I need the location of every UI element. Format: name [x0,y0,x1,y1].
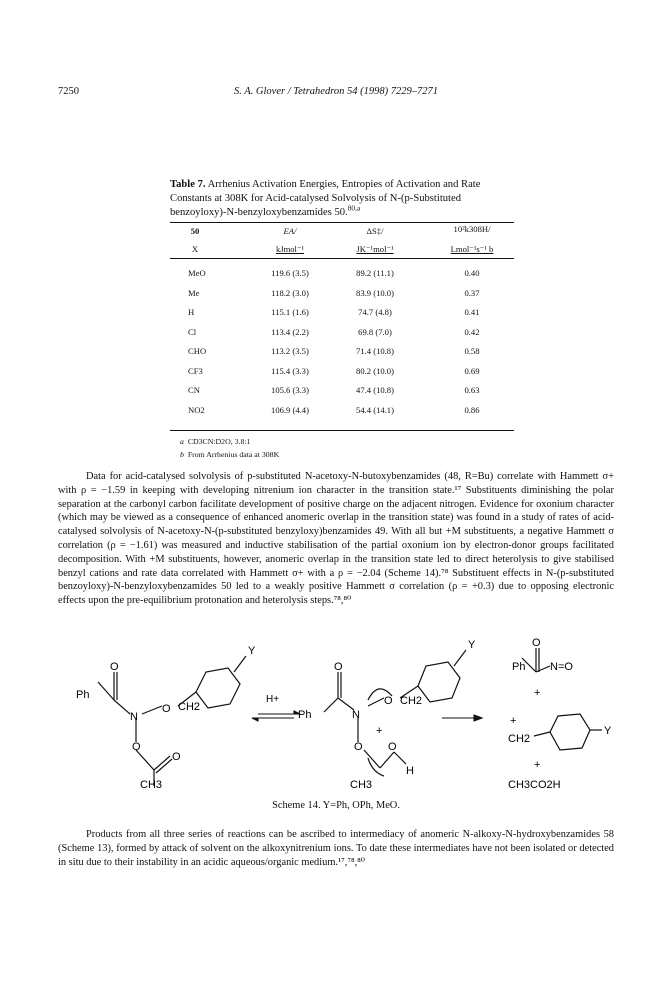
table-cell: 113.2 (3.5) [271,346,309,356]
table-rule-bottom [170,430,514,431]
table-cell: 118.2 (3.0) [271,287,309,298]
ph-label: Ph [298,709,312,721]
table-header-cell: X [191,244,199,254]
paragraph-2-text: Products from all three series of reactions can be ascribed to intermediacy of anomeric N-alkoxy-N-hydroxybenzamides 58 (Scheme 13), formed by attack of solvent on the alkoxynitrenium ions. To date these intermediates have not been isolated or detected in situ due to their instability in an acidic aqueous/organic medium.¹⁷,⁷⁸,⁸⁰ [58,829,614,868]
plus-sign: + [534,759,541,771]
table-cell: MeO [188,268,206,278]
table-header-cell: EA/ [283,226,297,236]
ch3-label: CH3 [350,779,373,790]
table-header-cell: Lmol⁻¹s⁻¹ b [450,244,494,254]
scheme-caption: Scheme 14. Y=Ph, OPh, MeO. [272,800,400,811]
reaction-arrow [442,715,482,721]
acetic-acid-label: CH3CO2H [508,779,561,790]
table-cell: 0.40 [464,268,480,278]
n-label: N [130,711,138,723]
scheme-diagram [58,610,618,790]
plus-sign: + [534,687,541,699]
h-label: H [406,765,414,777]
table-caption [170,178,514,219]
table-cell: 105.6 (3.3) [271,385,309,395]
table-label: Table 7. [170,179,206,190]
o-label: O [334,661,343,673]
table-rule-header [170,258,514,259]
plus-sign: + [510,715,517,727]
equilibrium-arrow [252,711,300,721]
table-cell: 0.69 [464,365,480,376]
paragraph-1-text: Data for acid-catalysed solvolysis of p-substituted N-acetoxy-N-butoxybenzamides (48, R=Bu) correlate with Hammett σ+ with ρ = −1.59 in keeping with developing nitrenium ion character in the transition state.¹⁷ Substituents diminishing the polar separation at the carbonyl carbon facilitate development of positive charge on the adjacent nitrogen. Evidence for oxonium character (which may be viewed as a consequence of enhanced anomeric overlap in the transition state) was found in a study of rates of acid-catalysed solvolysis of N-acetoxy-N-(p-substituted benzyloxy)benzamides 49. With all but +M substituents, a negative Hammett σ correlation (ρ = −1.61) was measured and inductive stabilisation of the partial oxonium ion by electron-donor groups facilitated decomposition. With +M substituents, however, anomeric overlap in the transition state led to direct heterolysis to give stabilised benzyl cations and rate data correlated with Hammett σ+ with a ρ = −2.04 (Scheme 14).⁷⁸ Substituent effects in N-(p-substituted benzoyloxy)-N-benzyloxybenzamides 50 led to a weakly positive Hammett σ correlation (ρ = +0.3) due to opposing electronic effects upon the pre-equilibrium protonation and heterolysis steps.⁷⁸,⁸⁰ [58,471,614,607]
table-cell: 115.1 (1.6) [271,307,309,317]
table-cell: CHO [188,346,207,356]
table-caption-text: Arrhenius Activation Energies, Entropies of Activation and Rate Constants at 308K for Acid-catalysed Solvolysis of N-(p-Substituted benzoyloxy)-N-benzyloxybenzamides 50. [170,179,481,218]
h-plus-label: H+ [266,694,280,705]
table-cell: 74.7 (4.8) [358,307,392,317]
table-cell: 69.8 (7.0) [358,326,392,337]
table-cell: 115.4 (3.3) [271,365,309,376]
o-label: O [162,703,171,715]
footnote-b: b From Arrhenius data at 308K [180,450,280,459]
table-cell: 89.2 (11.1) [356,268,394,278]
table-cell: CN [188,385,200,395]
footnote-a: a CD3CN:D2O, 3.8:1 [180,437,251,446]
o-label: O [132,741,141,753]
table-cell: 0.41 [464,307,480,317]
ch2-label: CH2 [400,695,423,707]
o-label: O [110,661,119,673]
y-label: Y [468,639,476,651]
table-cell: 0.42 [464,326,480,337]
table-cell: 0.63 [464,385,480,395]
paragraph-1 [58,470,614,608]
table-header-cell: JK⁻¹mol⁻¹ [356,244,394,254]
plus-sign: + [376,725,383,737]
table-cell: 54.4 (14.1) [356,404,394,415]
paragraph-2 [58,828,614,869]
table-cell: 80.2 (10.0) [356,365,394,376]
table-header-cell: kJmol⁻¹ [275,244,305,254]
table-cell: CF3 [188,365,203,376]
n-equals-o-label: N=O [550,661,573,673]
table-footnotes [180,435,279,461]
running-head: S. A. Glover / Tetrahedron 54 (1998) 7229–7271 [233,86,439,97]
table-cell: H [188,307,195,317]
reactant-structure [98,656,246,786]
ch2-label: CH2 [508,733,531,745]
scheme-14 [58,610,618,795]
o-label: O [354,741,363,753]
table-cell: Cl [188,326,197,337]
ph-label: Ph [512,661,526,673]
ph-label: Ph [76,689,90,701]
table-header-cell: 50 [190,226,200,236]
table-header-cell: 10²k308H/ [453,224,491,234]
o-label: O [388,741,397,753]
o-label: O [532,637,541,649]
y-label: Y [604,725,612,737]
o-label: O [172,751,181,763]
ch2-label: CH2 [178,701,201,713]
o-label: O [384,695,393,707]
table-cell: Me [188,287,200,298]
y-label: Y [248,645,256,657]
table-rule-top [170,222,514,223]
table-cell: 71.4 (10.8) [356,346,394,356]
table-cell: 119.6 (3.5) [271,268,309,278]
table-cell: 83.9 (10.0) [356,287,394,298]
table-cell: 0.58 [464,346,480,356]
ch3-label: CH3 [140,779,163,790]
table-header-cell: ΔS‡/ [366,226,384,236]
table-cell: 106.9 (4.4) [271,404,309,415]
intermediate-structure [324,650,466,776]
table-cell: 113.4 (2.2) [271,326,309,337]
n-label: N [352,709,360,721]
table-cell: NO2 [188,404,205,415]
table-cell: 0.86 [464,404,480,415]
table-caption-refs: 80,a [347,203,361,213]
table-cell: 47.4 (10.8) [356,385,394,395]
page-number: 7250 [58,86,79,97]
table-cell: 0.37 [464,287,480,298]
